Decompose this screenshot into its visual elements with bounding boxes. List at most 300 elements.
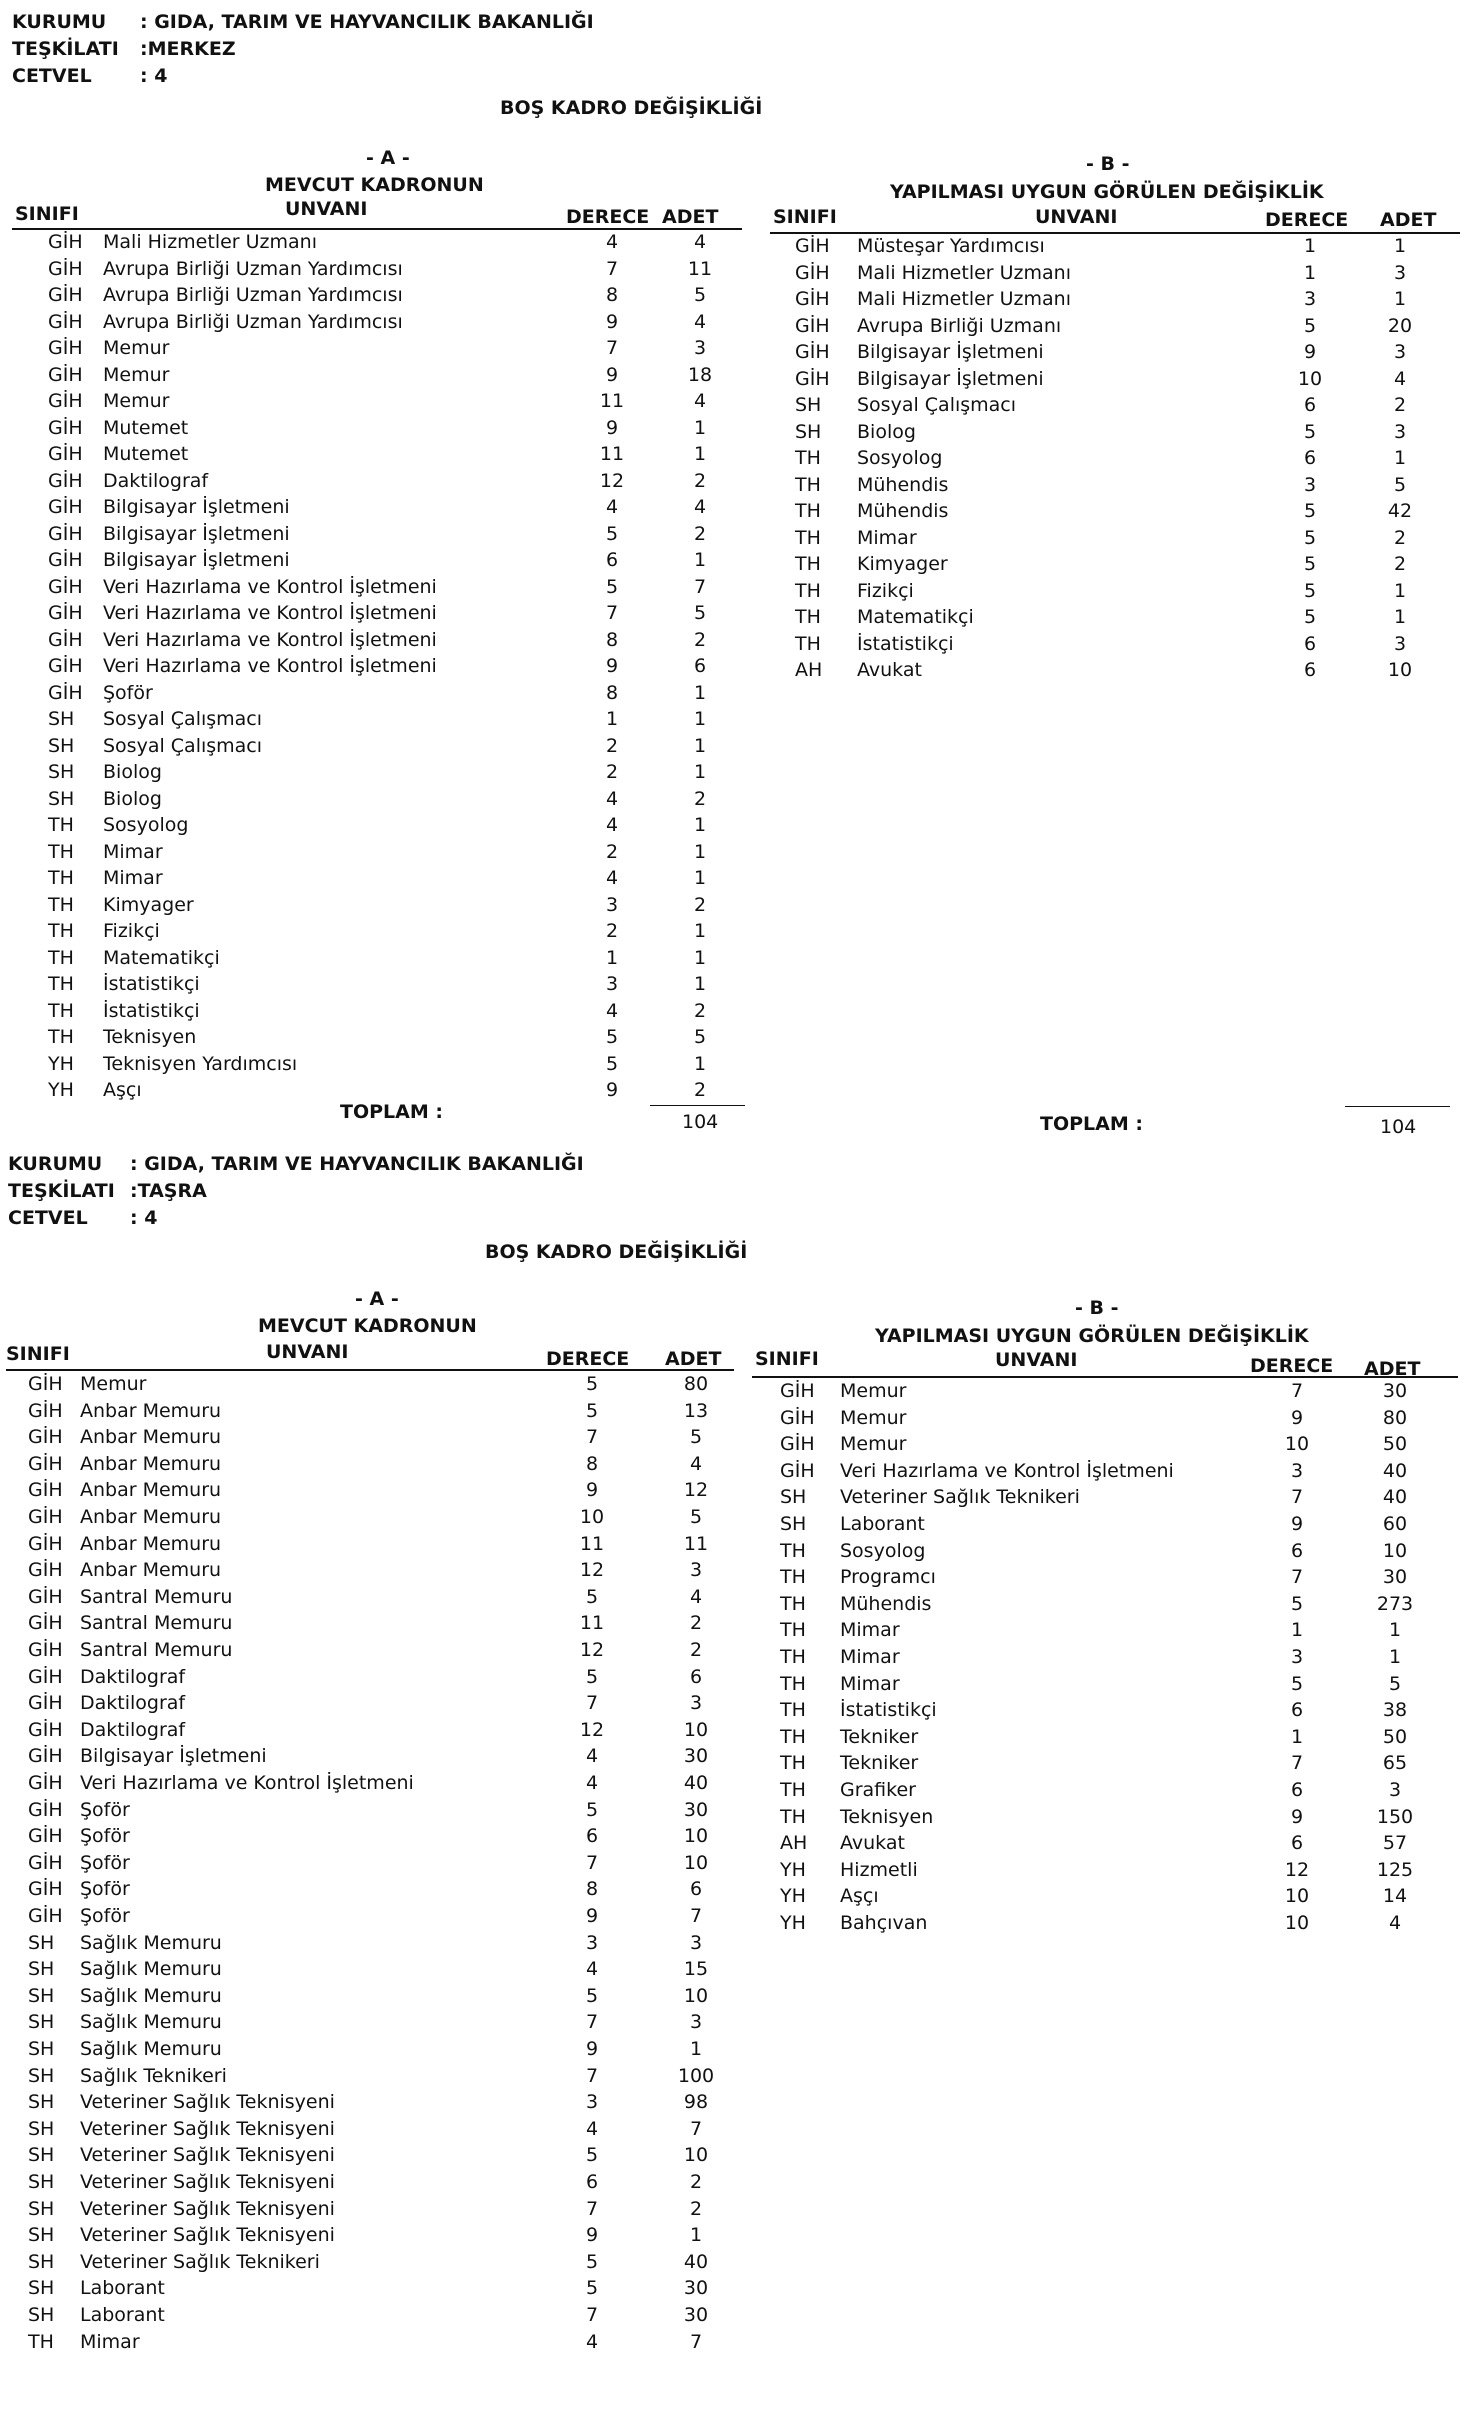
- cell-sinifi: GİH: [28, 1612, 63, 1635]
- cell-adet: 4: [693, 390, 707, 412]
- cell-unvani: Memur: [103, 363, 170, 386]
- cell-derece: 11: [599, 390, 625, 412]
- kurumu-label: KURUMU: [12, 11, 107, 33]
- cell-sinifi: YH: [48, 1052, 74, 1075]
- table-row: [0, 2170, 760, 2194]
- cell-derece: 9: [605, 655, 619, 677]
- table-row: [745, 1778, 1475, 1802]
- table-row: [0, 1425, 760, 1449]
- cell-adet: 2: [693, 999, 707, 1022]
- cell-derece: 4: [585, 1958, 599, 1981]
- total-label: TOPLAM :: [340, 1101, 443, 1123]
- cell-adet: 2: [693, 787, 707, 810]
- cell-unvani: Matematikçi: [103, 946, 220, 969]
- cell-sinifi: SH: [28, 2064, 55, 2087]
- cell-sinifi: GİH: [795, 261, 830, 284]
- table-row: [760, 632, 1475, 656]
- part-b-marker: - B -: [1075, 1297, 1119, 1319]
- table-row: [745, 1831, 1475, 1855]
- cell-sinifi: GİH: [48, 310, 83, 333]
- header-derece: DERECE: [566, 206, 650, 228]
- cell-derece: 4: [585, 1772, 599, 1794]
- table-row: [0, 283, 760, 307]
- cell-derece: 1: [1303, 235, 1317, 257]
- cell-adet: 150: [1376, 1805, 1414, 1828]
- cell-derece: 9: [585, 1479, 599, 1502]
- cell-adet: 3: [693, 337, 707, 359]
- table-row: [0, 2197, 760, 2221]
- table-row: [0, 1078, 760, 1102]
- cell-unvani: Fizikçi: [103, 920, 160, 942]
- cell-sinifi: SH: [28, 2038, 55, 2060]
- table-row: [0, 257, 760, 281]
- cell-sinifi: GİH: [28, 1665, 63, 1688]
- header-sinifi: SINIFI: [15, 203, 79, 225]
- cell-sinifi: SH: [28, 2250, 55, 2273]
- cell-unvani: Şoför: [80, 1851, 130, 1874]
- cell-sinifi: GİH: [28, 1851, 63, 1874]
- cell-sinifi: GİH: [48, 522, 83, 545]
- cell-unvani: Matematikçi: [857, 606, 974, 628]
- cell-adet: 14: [1382, 1885, 1408, 1908]
- cell-unvani: Santral Memuru: [80, 1585, 233, 1608]
- cell-unvani: Sosyal Çalışmacı: [103, 708, 263, 730]
- cell-adet: 80: [683, 1373, 709, 1395]
- cell-adet: 6: [689, 1878, 703, 1901]
- cell-adet: 5: [1393, 473, 1407, 496]
- kurumu-label: KURUMU: [8, 1153, 103, 1175]
- cell-unvani: Avrupa Birliği Uzman Yardımcısı: [103, 284, 403, 306]
- cell-adet: 1: [693, 946, 707, 969]
- cell-derece: 7: [605, 257, 619, 280]
- cell-unvani: Veri Hazırlama ve Kontrol İşletmeni: [840, 1459, 1174, 1482]
- table-row: [0, 813, 760, 837]
- table-row: [0, 1691, 760, 1715]
- cetvel-label: CETVEL: [12, 65, 92, 87]
- cell-unvani: Mimar: [103, 867, 163, 889]
- cell-adet: 1: [693, 734, 707, 757]
- cell-unvani: Mühendis: [840, 1592, 932, 1615]
- cell-derece: 7: [1290, 1380, 1304, 1402]
- cell-adet: 3: [689, 1692, 703, 1715]
- cell-derece: 5: [1303, 579, 1317, 602]
- cell-unvani: İstatistikçi: [840, 1699, 937, 1722]
- table-row: [0, 946, 760, 970]
- cell-adet: 2: [689, 2171, 703, 2193]
- cell-unvani: Sosyal Çalışmacı: [857, 394, 1017, 416]
- table-row: [0, 1532, 760, 1556]
- table-row: [0, 2276, 760, 2300]
- cell-unvani: Memur: [840, 1433, 907, 1456]
- cell-unvani: Sağlık Memuru: [80, 1984, 222, 2007]
- cell-adet: 3: [1393, 632, 1407, 655]
- cell-sinifi: YH: [48, 1079, 74, 1101]
- cell-unvani: Şoför: [103, 681, 153, 704]
- cell-derece: 6: [1290, 1699, 1304, 1722]
- cell-unvani: Mali Hizmetler Uzmanı: [857, 288, 1071, 310]
- cell-adet: 7: [693, 575, 707, 598]
- cell-sinifi: TH: [795, 579, 821, 602]
- cell-unvani: Biolog: [103, 787, 162, 810]
- cell-derece: 5: [1303, 314, 1317, 337]
- cell-unvani: Veteriner Sağlık Teknisyeni: [80, 2144, 335, 2167]
- cell-sinifi: GİH: [28, 1559, 63, 1582]
- cell-adet: 30: [683, 2304, 709, 2326]
- table-row: [0, 628, 760, 652]
- cell-unvani: Memur: [103, 337, 170, 359]
- cell-unvani: Avrupa Birliği Uzman Yardımcısı: [103, 310, 403, 333]
- cell-adet: 2: [1393, 394, 1407, 416]
- table-row: [760, 499, 1475, 523]
- header-unvani: UNVANI: [1035, 206, 1118, 228]
- cell-adet: 1: [693, 840, 707, 863]
- cell-sinifi: SH: [28, 1984, 55, 2007]
- cell-derece: 2: [605, 761, 619, 783]
- cell-unvani: Veteriner Sağlık Teknikeri: [80, 2250, 320, 2273]
- cell-adet: 10: [683, 2144, 709, 2167]
- cell-sinifi: TH: [48, 1026, 74, 1048]
- cell-sinifi: TH: [48, 893, 74, 916]
- cell-sinifi: YH: [780, 1858, 806, 1881]
- cell-unvani: Mimar: [857, 526, 917, 549]
- cell-adet: 5: [693, 602, 707, 624]
- cell-adet: 6: [693, 655, 707, 677]
- cell-sinifi: TH: [780, 1699, 806, 1722]
- cell-sinifi: GİH: [48, 363, 83, 386]
- cell-derece: 11: [579, 1612, 605, 1635]
- cell-adet: 3: [1393, 341, 1407, 363]
- cell-sinifi: GİH: [795, 367, 830, 390]
- cell-adet: 1: [693, 708, 707, 730]
- table-row: [0, 416, 760, 440]
- table-row: [760, 367, 1475, 391]
- cell-adet: 4: [693, 310, 707, 333]
- cell-sinifi: GİH: [780, 1459, 815, 1482]
- kurumu-value: : GIDA, TARIM VE HAYVANCILIK BAKANLIĞI: [130, 1153, 584, 1175]
- cell-adet: 40: [683, 2250, 709, 2273]
- cell-adet: 4: [693, 231, 707, 253]
- table-row: [745, 1858, 1475, 1882]
- cell-sinifi: GİH: [48, 496, 83, 518]
- cell-sinifi: GİH: [48, 628, 83, 651]
- cell-derece: 2: [605, 840, 619, 863]
- cell-sinifi: TH: [780, 1619, 806, 1642]
- cell-sinifi: SH: [48, 708, 75, 730]
- cell-adet: 4: [689, 1585, 703, 1608]
- table-row: [0, 336, 760, 360]
- cell-sinifi: TH: [780, 1805, 806, 1828]
- table-row: [0, 1478, 760, 1502]
- cell-unvani: Tekniker: [840, 1752, 919, 1775]
- cell-derece: 9: [1290, 1406, 1304, 1429]
- table-row: [0, 389, 760, 413]
- cell-unvani: Bilgisayar İşletmeni: [103, 522, 290, 545]
- cell-sinifi: TH: [48, 999, 74, 1022]
- table-row: [0, 760, 760, 784]
- cell-derece: 3: [1303, 288, 1317, 310]
- cell-unvani: Veteriner Sağlık Teknisyeni: [80, 2224, 335, 2247]
- cell-derece: 4: [605, 814, 619, 836]
- table-row: [0, 1505, 760, 1529]
- cell-adet: 1: [693, 443, 707, 465]
- cell-sinifi: TH: [795, 553, 821, 575]
- cell-unvani: Sosyolog: [103, 814, 189, 836]
- cell-unvani: Bilgisayar İşletmeni: [80, 1745, 267, 1768]
- cell-sinifi: TH: [28, 2330, 54, 2353]
- cell-sinifi: TH: [780, 1725, 806, 1748]
- table-row: [0, 787, 760, 811]
- header-unvani: UNVANI: [266, 1341, 349, 1363]
- cell-adet: 40: [1382, 1459, 1408, 1482]
- table-row: [0, 654, 760, 678]
- cell-derece: 9: [605, 310, 619, 333]
- cell-sinifi: GİH: [48, 390, 83, 412]
- cell-adet: 7: [689, 1905, 703, 1927]
- cell-adet: 1: [1393, 606, 1407, 628]
- cell-adet: 30: [683, 2277, 709, 2300]
- cell-derece: 5: [585, 1665, 599, 1688]
- cell-derece: 5: [585, 2277, 599, 2300]
- table-row: [0, 999, 760, 1023]
- cell-derece: 9: [585, 2038, 599, 2060]
- table-row: [0, 919, 760, 943]
- cell-adet: 18: [687, 363, 713, 386]
- cell-sinifi: GİH: [48, 681, 83, 704]
- cell-unvani: Memur: [840, 1380, 907, 1402]
- cell-unvani: Mutemet: [103, 416, 189, 439]
- cell-adet: 10: [683, 1718, 709, 1741]
- cell-sinifi: TH: [48, 973, 74, 995]
- cell-sinifi: GİH: [780, 1433, 815, 1456]
- table-row: [0, 1585, 760, 1609]
- cell-derece: 10: [1297, 367, 1323, 390]
- cell-unvani: Veteriner Sağlık Teknisyeni: [80, 2197, 335, 2220]
- table-row: [0, 1558, 760, 1582]
- table-row: [745, 1645, 1475, 1669]
- cell-derece: 6: [605, 549, 619, 571]
- cell-sinifi: TH: [780, 1752, 806, 1775]
- cell-adet: 5: [689, 1506, 703, 1528]
- cell-derece: 12: [599, 469, 625, 492]
- cell-derece: 4: [605, 999, 619, 1022]
- table-row: [745, 1539, 1475, 1563]
- cell-unvani: Kimyager: [103, 893, 194, 916]
- cell-derece: 5: [585, 2144, 599, 2167]
- cell-derece: 6: [585, 1825, 599, 1848]
- cell-adet: 3: [689, 1559, 703, 1582]
- cell-unvani: Anbar Memuru: [80, 1479, 222, 1502]
- cell-derece: 5: [585, 1399, 599, 1422]
- cell-unvani: Biolog: [103, 761, 162, 783]
- cell-derece: 10: [579, 1506, 605, 1528]
- cell-unvani: Veri Hazırlama ve Kontrol İşletmeni: [103, 628, 437, 651]
- cell-derece: 1: [1290, 1619, 1304, 1642]
- header-unvani: UNVANI: [285, 198, 368, 220]
- cell-unvani: Anbar Memuru: [80, 1532, 222, 1555]
- cell-adet: 273: [1376, 1592, 1414, 1615]
- cell-unvani: İstatistikçi: [857, 632, 954, 655]
- cell-adet: 1: [693, 814, 707, 836]
- cell-derece: 3: [605, 973, 619, 995]
- page-title: BOŞ KADRO DEĞİŞİKLİĞİ: [500, 97, 763, 119]
- cell-unvani: Daktilograf: [80, 1718, 186, 1741]
- cell-sinifi: GİH: [780, 1406, 815, 1429]
- cell-adet: 2: [693, 628, 707, 651]
- table-row: [0, 1744, 760, 1768]
- cell-derece: 6: [1303, 632, 1317, 655]
- table-row: [745, 1592, 1475, 1616]
- cell-adet: 2: [693, 893, 707, 916]
- cell-sinifi: GİH: [48, 257, 83, 280]
- table-row: [0, 2330, 760, 2354]
- table-row: [760, 287, 1475, 311]
- cell-adet: 2: [693, 1079, 707, 1101]
- cell-sinifi: SH: [28, 2304, 55, 2326]
- cell-derece: 3: [1303, 473, 1317, 496]
- table-row: [0, 2010, 760, 2034]
- cell-sinifi: GİH: [48, 575, 83, 598]
- cell-adet: 98: [683, 2091, 709, 2114]
- cell-derece: 12: [579, 1718, 605, 1741]
- cell-adet: 2: [693, 522, 707, 545]
- part-b-title: YAPILMASI UYGUN GÖRÜLEN DEĞİŞİKLİK: [875, 1325, 1309, 1347]
- cell-unvani: Mali Hizmetler Uzmanı: [103, 231, 317, 253]
- cell-derece: 5: [1303, 606, 1317, 628]
- table-row: [760, 526, 1475, 550]
- cell-unvani: Memur: [103, 390, 170, 412]
- table-row: [745, 1725, 1475, 1749]
- table-row: [745, 1751, 1475, 1775]
- total-label: TOPLAM :: [1040, 1113, 1143, 1135]
- cell-unvani: Mimar: [103, 840, 163, 863]
- table-row: [0, 893, 760, 917]
- cell-unvani: Müsteşar Yardımcısı: [857, 235, 1045, 257]
- cell-adet: 2: [689, 1612, 703, 1635]
- cell-unvani: Teknisyen: [103, 1026, 197, 1048]
- table-row: [745, 1805, 1475, 1829]
- cell-sinifi: TH: [795, 526, 821, 549]
- cell-unvani: Aşçı: [103, 1079, 142, 1101]
- cell-unvani: İstatistikçi: [103, 999, 200, 1022]
- cell-adet: 1: [1393, 235, 1407, 257]
- cell-adet: 6: [689, 1665, 703, 1688]
- cell-adet: 1: [693, 761, 707, 783]
- cell-adet: 13: [683, 1399, 709, 1422]
- total-rule: [1345, 1106, 1450, 1107]
- cell-sinifi: SH: [795, 420, 822, 443]
- cell-adet: 10: [683, 1825, 709, 1848]
- cell-unvani: Mühendis: [857, 473, 949, 496]
- table-row: [0, 1665, 760, 1689]
- cell-derece: 8: [585, 1878, 599, 1901]
- cell-unvani: Bilgisayar İşletmeni: [857, 367, 1044, 390]
- part-b-title: YAPILMASI UYGUN GÖRÜLEN DEĞİŞİKLİK: [890, 181, 1324, 203]
- cell-derece: 4: [605, 231, 619, 253]
- cell-unvani: Fizikçi: [857, 579, 914, 602]
- cell-sinifi: GİH: [48, 549, 83, 571]
- cell-derece: 10: [1284, 1433, 1310, 1456]
- cell-adet: 10: [1382, 1539, 1408, 1562]
- cell-derece: 5: [585, 2250, 599, 2273]
- table-row: [0, 2117, 760, 2141]
- cell-unvani: Veteriner Sağlık Teknisyeni: [80, 2171, 335, 2193]
- cell-derece: 7: [605, 337, 619, 359]
- cell-adet: 80: [1382, 1406, 1408, 1429]
- cell-unvani: Mimar: [840, 1646, 900, 1668]
- cell-adet: 7: [689, 2330, 703, 2353]
- cell-sinifi: GİH: [28, 1692, 63, 1715]
- table-row: [0, 1824, 760, 1848]
- cell-derece: 2: [605, 920, 619, 942]
- cell-adet: 15: [683, 1958, 709, 1981]
- cell-unvani: Laborant: [80, 2277, 165, 2300]
- header-derece: DERECE: [1265, 209, 1349, 231]
- cell-derece: 6: [1290, 1832, 1304, 1855]
- table-row: [0, 1931, 760, 1955]
- cell-sinifi: YH: [780, 1912, 806, 1934]
- table-row: [0, 866, 760, 890]
- table-row: [0, 363, 760, 387]
- table-row: [760, 234, 1475, 258]
- table-row: [0, 734, 760, 758]
- cell-adet: 3: [1388, 1779, 1402, 1801]
- table-row: [745, 1698, 1475, 1722]
- cell-derece: 7: [585, 2011, 599, 2034]
- table-row: [0, 2037, 760, 2061]
- cell-adet: 1: [1393, 288, 1407, 310]
- cell-sinifi: GİH: [795, 314, 830, 337]
- cell-derece: 9: [585, 1905, 599, 1927]
- table-row: [760, 552, 1475, 576]
- cell-unvani: Sağlık Memuru: [80, 1958, 222, 1981]
- header-sinifi: SINIFI: [6, 1343, 70, 1365]
- cell-sinifi: TH: [48, 920, 74, 942]
- cell-adet: 60: [1382, 1513, 1408, 1535]
- cell-derece: 9: [1290, 1805, 1304, 1828]
- table-row: [0, 1851, 760, 1875]
- cell-unvani: Avrupa Birliği Uzman Yardımcısı: [103, 257, 403, 280]
- cell-sinifi: GİH: [780, 1380, 815, 1402]
- cell-derece: 3: [605, 893, 619, 916]
- cell-unvani: Mimar: [840, 1672, 900, 1695]
- cell-unvani: Daktilograf: [80, 1665, 186, 1688]
- cell-adet: 30: [683, 1798, 709, 1821]
- cell-adet: 4: [1393, 367, 1407, 390]
- cell-sinifi: GİH: [795, 288, 830, 310]
- cell-adet: 3: [689, 1931, 703, 1954]
- cell-adet: 50: [1382, 1725, 1408, 1748]
- part-a-marker: - A -: [355, 1288, 399, 1310]
- cell-sinifi: SH: [48, 761, 75, 783]
- cell-adet: 2: [689, 2197, 703, 2220]
- table-row: [0, 575, 760, 599]
- table-row: [0, 1904, 760, 1928]
- cell-derece: 5: [585, 1798, 599, 1821]
- table-row: [0, 1399, 760, 1423]
- cell-sinifi: GİH: [48, 284, 83, 306]
- cell-derece: 5: [1303, 420, 1317, 443]
- cell-sinifi: GİH: [28, 1905, 63, 1927]
- cell-derece: 5: [585, 1373, 599, 1395]
- cell-adet: 1: [693, 867, 707, 889]
- cell-adet: 40: [683, 1772, 709, 1794]
- table-row: [0, 1798, 760, 1822]
- table-row: [0, 1611, 760, 1635]
- cell-unvani: Sosyal Çalışmacı: [103, 734, 263, 757]
- table-row: [0, 548, 760, 572]
- table-row: [0, 2303, 760, 2327]
- table-row: [0, 1718, 760, 1742]
